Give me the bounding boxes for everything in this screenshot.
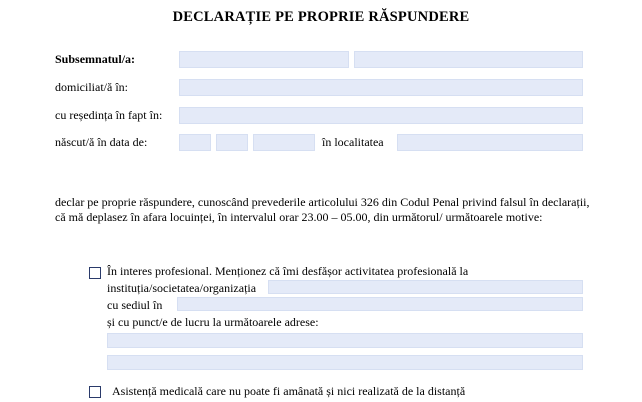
domicile-field[interactable] — [179, 79, 583, 96]
option1-line3: cu sediul în — [107, 298, 163, 312]
birth-year-field[interactable] — [253, 134, 315, 151]
birth-place-field[interactable] — [397, 134, 583, 151]
localitatea-label: în localitatea — [322, 135, 384, 149]
declaration-text: declar pe proprie răspundere, cunoscând prevederile articolului 326 din Codul Penal privind falsul în declarații, că mă deplasez în afara locuinței, în intervalul orar 23.00 – 05.00, din următorul/ următoarele motive: — [55, 195, 590, 224]
professional-interest-checkbox[interactable] — [89, 267, 101, 279]
option1-line2: instituția/societatea/organizația — [107, 281, 257, 295]
institution-field[interactable] — [268, 280, 583, 294]
birth-month-field[interactable] — [216, 134, 248, 151]
last-name-field[interactable] — [179, 51, 349, 68]
work-address-field-2[interactable] — [107, 355, 583, 370]
option2-line1: Asistență medicală care nu poate fi amânată și nici realizată de la distanță — [112, 384, 466, 398]
work-address-field-1[interactable] — [107, 333, 583, 348]
option1-line1: În interes profesional. Menționez că îmi desfășor activitatea profesională la — [107, 264, 469, 278]
nascut-label: născut/ă în data de: — [55, 135, 148, 149]
document-title: DECLARAȚIE PE PROPRIE RĂSPUNDERE — [172, 9, 470, 25]
option1-line4: și cu punct/e de lucru la următoarele adrese: — [107, 315, 319, 329]
medical-assistance-checkbox[interactable] — [89, 386, 101, 398]
first-name-field[interactable] — [354, 51, 583, 68]
residence-field[interactable] — [179, 107, 583, 124]
resedinta-label: cu reședința în fapt în: — [55, 108, 163, 122]
birth-day-field[interactable] — [179, 134, 211, 151]
headquarters-field[interactable] — [177, 297, 583, 311]
subsemnatul-label: Subsemnatul/a: — [55, 52, 136, 66]
domiciliat-label: domiciliat/ă în: — [55, 80, 128, 94]
